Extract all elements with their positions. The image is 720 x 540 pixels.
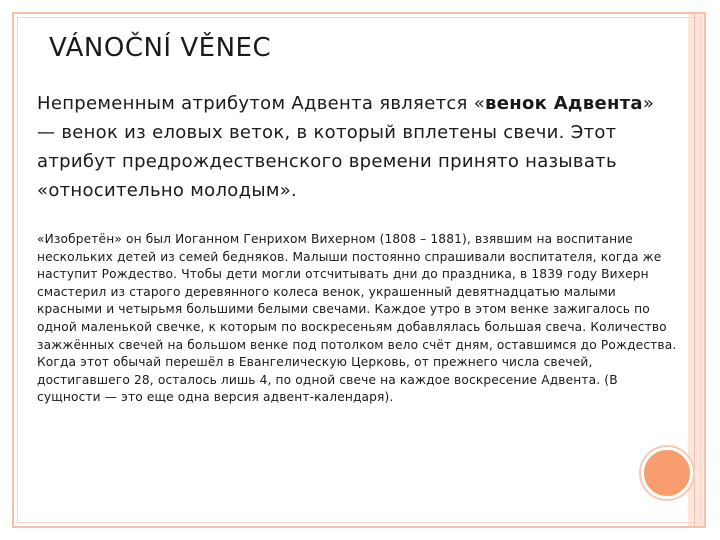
decorative-band-line — [694, 12, 695, 528]
lead-text-end: » — венок из еловых веток, в который вплетены свечи. Этот атрибут предрождественского времени принято называть «относительно молодым». — [37, 93, 655, 201]
body-paragraph: «Изобретён» он был Иоганном Генрихом Вихерном (1808 – 1881), взявшим на воспитание нескольких детей из семей бедняков. Малыши постоянно спрашивали воспитателя, когда же наступит Рождество. Чтобы дети могли отсчитывать дни до праздника, в 1839 году Вихерн смастерил из старого деревянного колеса венок, украшенный девятнадцатью малыми красными и четырьмя большими белыми свечами. Каждое утро в этом венке зажигалось по одной маленькой свечке, к которым по воскресеньям добавлялась большая свеча. Количество зажжённых свечей на большом венке под потолком вело счёт дням, оставшимся до Рождества. Когда этот обычай перешёл в Евангелическую Церковь, от прежнего числа свечей, достигавшего 28, осталось лишь 4, по одной свече на каждое воскресение Адвента. (В сущности — это еще одна версия адвент-календаря). — [37, 232, 677, 405]
slide-title: VÁNOČNÍ VĚNEC — [49, 33, 272, 63]
lead-text-start: Непременным атрибутом Адвента является « — [37, 93, 486, 114]
decorative-circle — [641, 447, 693, 499]
lead-paragraph — [37, 89, 677, 205]
lead-bold-term: венок Адвента — [485, 93, 643, 114]
